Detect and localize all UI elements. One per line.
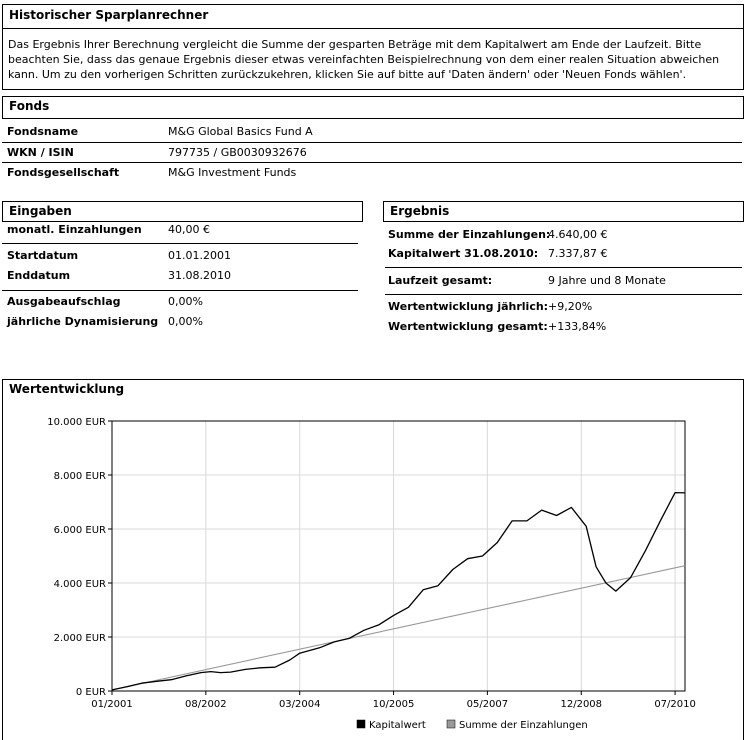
- fonds-value-gesellschaft: M&G Investment Funds: [168, 166, 297, 179]
- description-text: Das Ergebnis Ihrer Berechnung vergleicht die Summe der gesparten Beträge mit dem Kapitalwert am Ende der Laufzeit. Bitte beachten Sie, dass das genaue Ergebnis dieser etwas vereinfachten Beispielrechnung von dem einer realen Situation abweichen kann. Um zu den vorherigen Schritten zurückzukehren, klicken Sie auf bitte auf 'Daten ändern' oder 'Neuen Fonds wählen'.: [8, 38, 720, 81]
- eingaben-label-ausgabeaufschlag: Ausgabeaufschlag: [7, 295, 121, 308]
- ergebnis-title: Ergebnis: [390, 204, 450, 218]
- fonds-value-fondsname: M&G Global Basics Fund A: [168, 125, 313, 138]
- y-tick-label: 6.000 EUR: [53, 525, 106, 536]
- ergebnis-label-kapitalwert: Kapitalwert 31.08.2010:: [388, 247, 539, 260]
- x-tick-label: 03/2004: [278, 699, 321, 710]
- y-tick-label: 10.000 EUR: [47, 417, 106, 428]
- page-title: Historischer Sparplanrechner: [9, 8, 209, 22]
- y-tick-label: 0 EUR: [75, 687, 106, 698]
- eingaben-label-dynamisierung: jährliche Dynamisierung: [7, 315, 159, 328]
- x-tick-label: 05/2007: [466, 699, 509, 710]
- eingaben-label-startdatum: Startdatum: [7, 249, 79, 262]
- y-tick-label: 2.000 EUR: [53, 633, 106, 644]
- fonds-label-wkn: WKN / ISIN: [7, 146, 74, 159]
- x-tick-label: 08/2002: [185, 699, 227, 710]
- fonds-title: Fonds: [9, 99, 50, 113]
- y-tick-label: 4.000 EUR: [53, 579, 106, 590]
- legend-swatch: [357, 720, 365, 728]
- ergebnis-value-gesamt: +133,84%: [548, 320, 607, 333]
- eingaben-title: Eingaben: [9, 204, 72, 218]
- x-tick-label: 12/2008: [560, 699, 603, 710]
- eingaben-value-ausgabeaufschlag: 0,00%: [168, 295, 203, 308]
- eingaben-label-einzahlungen: monatl. Einzahlungen: [7, 223, 142, 236]
- legend-label: Kapitalwert: [369, 720, 426, 731]
- eingaben-value-startdatum: 01.01.2001: [168, 249, 231, 262]
- ergebnis-label-summe: Summe der Einzahlungen:: [388, 228, 551, 241]
- eingaben-value-dynamisierung: 0,00%: [168, 315, 203, 328]
- fonds-label-gesellschaft: Fondsgesellschaft: [7, 166, 120, 179]
- ergebnis-label-laufzeit: Laufzeit gesamt:: [388, 274, 493, 287]
- eingaben-value-einzahlungen: 40,00 €: [168, 223, 210, 236]
- x-tick-label: 01/2001: [91, 699, 133, 710]
- ergebnis-label-gesamt: Wertentwicklung gesamt:: [388, 320, 548, 333]
- chart-section-title: Wertentwicklung: [9, 382, 125, 396]
- ergebnis-value-kapitalwert: 7.337,87 €: [548, 247, 608, 260]
- ergebnis-label-jaehrlich: Wertentwicklung jährlich:: [388, 300, 549, 313]
- fonds-label-fondsname: Fondsname: [7, 125, 79, 138]
- legend-label: Summe der Einzahlungen: [459, 720, 588, 731]
- eingaben-value-enddatum: 31.08.2010: [168, 269, 231, 282]
- fonds-value-wkn: 797735 / GB0030932676: [168, 146, 307, 159]
- x-tick-label: 10/2005: [372, 699, 415, 710]
- ergebnis-value-summe: 4.640,00 €: [548, 228, 608, 241]
- y-tick-label: 8.000 EUR: [53, 471, 106, 482]
- ergebnis-value-laufzeit: 9 Jahre und 8 Monate: [548, 274, 666, 287]
- plot-area: [112, 421, 685, 691]
- eingaben-label-enddatum: Enddatum: [7, 269, 71, 282]
- legend-swatch: [447, 720, 455, 728]
- ergebnis-value-jaehrlich: +9,20%: [548, 300, 593, 313]
- x-tick-label: 07/2010: [654, 699, 696, 710]
